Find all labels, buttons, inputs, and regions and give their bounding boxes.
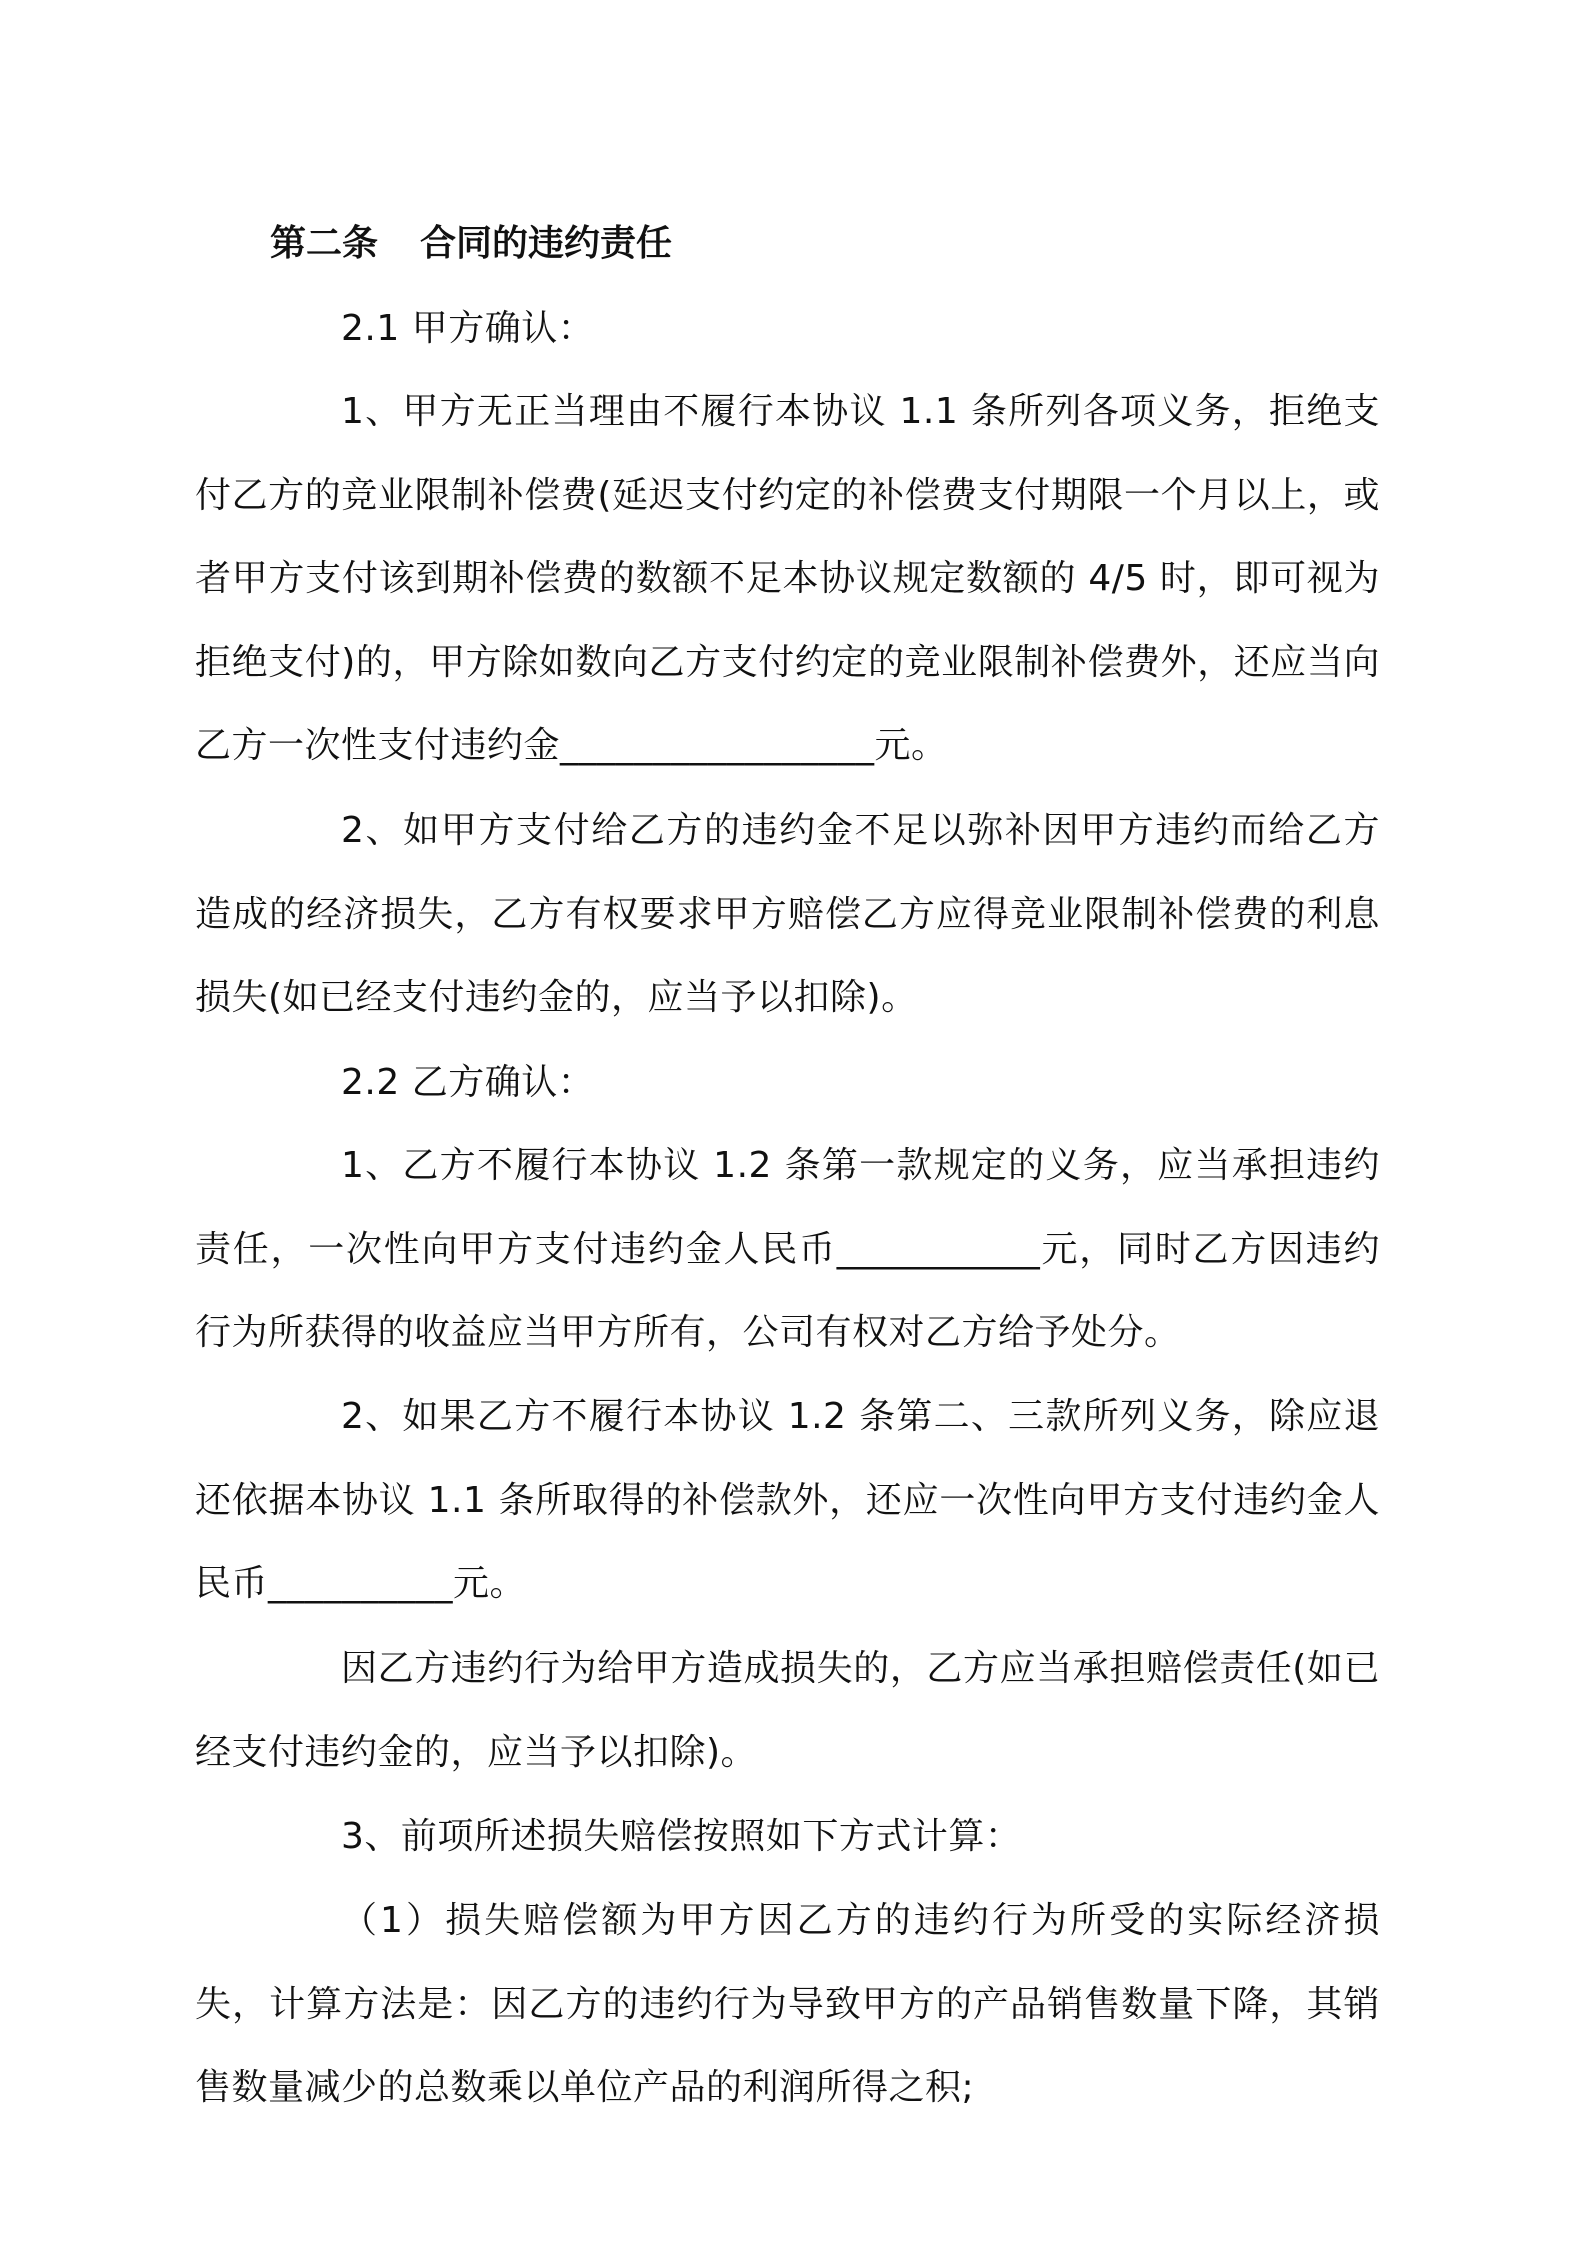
party-b-liability-note: 因乙方违约行为给甲方造成损失的，乙方应当承担赔偿责任(如已经支付违约金的，应当予以扣除)。 [195,1648,1380,1773]
party-a-confirm-heading: 2.1 甲方确认： [341,308,595,349]
party-b-calculation-method: （1）损失赔偿额为甲方因乙方的违约行为所受的实际经济损失，计算方法是：因乙方的违约行为导致甲方的产品销售数量下降，其销售数量减少的总数乘以单位产品的利润所得之积; [195,1900,1380,2109]
party-b-clause-1: 1、乙方不履行本协议 1.2 条第一款规定的义务，应当承担违约责任，一次性向甲方支付违约金人民币___________元，同时乙方因违约行为所获得的收益应当甲方所有，公司有权对乙方给予处分。 [195,1145,1380,1354]
party-b-clause-3: 3、前项所述损失赔偿按照如下方式计算： [341,1816,1022,1857]
article-heading [270,218,672,270]
party-b-confirm-heading: 2.2 乙方确认： [341,1062,595,1103]
party-a-clause-2: 2、如甲方支付给乙方的违约金不足以弥补因甲方违约而给乙方造成的经济损失，乙方有权要求甲方赔偿乙方应得竞业限制补偿费的利息损失(如已经支付违约金的，应当予以扣除)。 [195,810,1380,1019]
party-b-clause-2: 2、如果乙方不履行本协议 1.2 条第二、三款所列义务，除应退还依据本协议 1.1 条所取得的补偿款外，还应一次性向甲方支付违约金人民币__________元。 [195,1396,1380,1605]
article-number: 第二条 [270,223,379,264]
article-title: 合同的违约责任 [420,223,673,264]
party-a-clause-1: 1、甲方无正当理由不履行本协议 1.1 条所列各项义务，拒绝支付乙方的竞业限制补偿费(延迟支付约定的补偿费支付期限一个月以上，或者甲方支付该到期补偿费的数额不足本协议规定数额的 4/5 时，即可视为拒绝支付)的，甲方除如数向乙方支付约定的竞业限制补偿费外，还应当向乙方一次性支付违约金_________________元。 [195,391,1380,767]
